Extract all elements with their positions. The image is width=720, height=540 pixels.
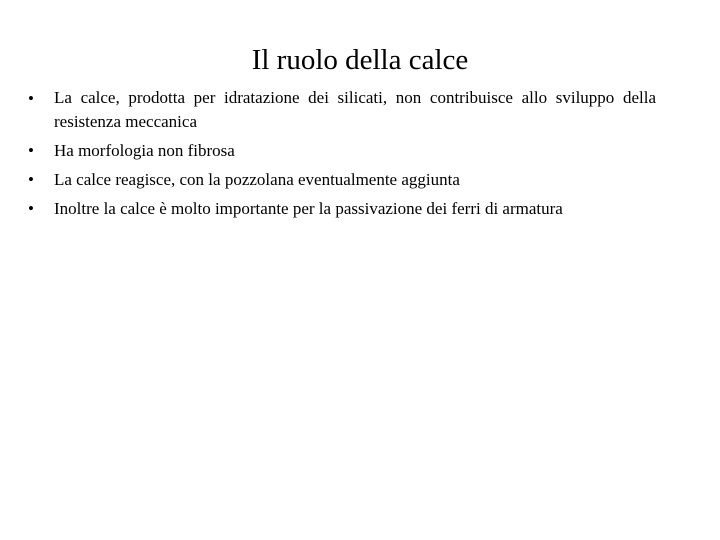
bullet-text: La calce reagisce, con la pozzolana eventualmente aggiunta <box>54 170 460 189</box>
bullet-marker: • <box>28 170 34 189</box>
bullet-item <box>28 86 656 134</box>
bullet-item <box>28 196 656 221</box>
bullet-item <box>28 138 656 163</box>
bullet-text: Ha morfologia non fibrosa <box>54 141 235 160</box>
bullet-text: Inoltre la calce è molto importante per la passivazione dei ferri di armatura <box>54 199 563 218</box>
bullet-marker: • <box>28 199 34 218</box>
bullet-item <box>28 167 656 192</box>
bullet-marker: • <box>28 89 34 108</box>
bullet-marker: • <box>28 141 34 160</box>
slide-title: Il ruolo della calce <box>251 44 469 76</box>
bullet-text: La calce, prodotta per idratazione dei silicati, non contribuisce allo sviluppo della resistenza meccanica <box>54 88 656 131</box>
bullet-list <box>28 86 656 225</box>
